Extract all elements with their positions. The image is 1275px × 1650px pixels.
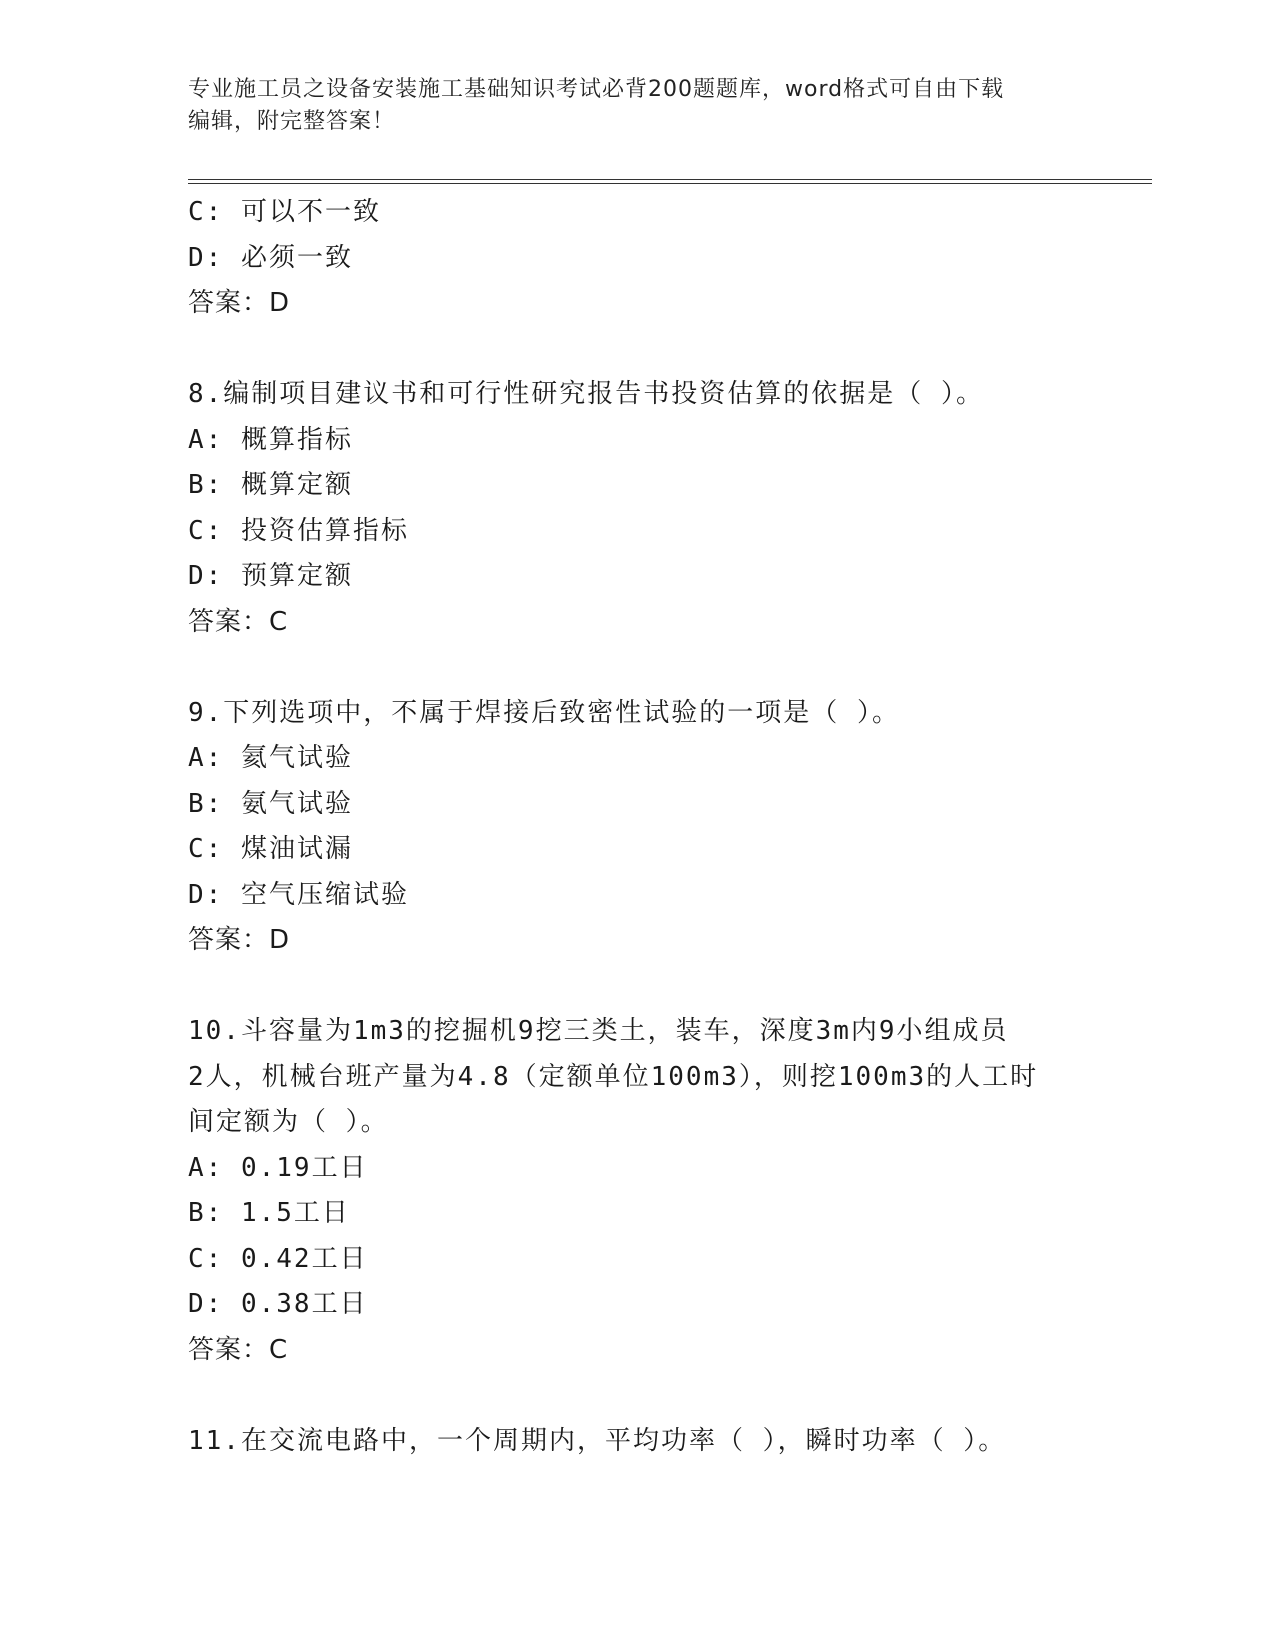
- header-title-line2: 编辑，附完整答案！: [188, 109, 396, 134]
- q8-option-a: A: 概算指标: [188, 424, 353, 455]
- header-divider-top: [188, 179, 1152, 180]
- header-title-line1: 专业施工员之设备安装施工基础知识考试必背200题题库，word格式可自由下载: [188, 77, 1005, 102]
- question-11-block: [188, 1419, 1088, 1465]
- q7-option-d: D: 必须一致: [188, 242, 353, 273]
- q10-question-line1: 10.斗容量为1m3的挖掘机9挖三类土，装车，深度3m内9小组成员: [188, 1016, 1009, 1046]
- question-7-block: [188, 190, 1088, 327]
- q8-answer: 答案：C: [188, 606, 289, 637]
- q7-option-c: C: 可以不一致: [188, 197, 381, 227]
- q10-answer: 答案：C: [188, 1334, 289, 1365]
- q11-question: 11.在交流电路中，一个周期内，平均功率（ ），瞬时功率（ ）。: [188, 1425, 1007, 1456]
- question-9-block: [188, 691, 1088, 964]
- q7-answer: 答案：D: [188, 288, 291, 318]
- q9-option-c: C: 煤油试漏: [188, 834, 353, 864]
- q8-option-b: B: 概算定额: [188, 470, 353, 500]
- spacer: [188, 645, 1088, 691]
- q9-question: 9.下列选项中，不属于焊接后致密性试验的一项是（ ）。: [188, 697, 900, 728]
- question-8-block: [188, 372, 1088, 645]
- q9-option-a: A: 氦气试验: [188, 743, 353, 773]
- document-body: [188, 190, 1088, 1464]
- q10-question-line2: 2人，机械台班产量为4.8（定额单位100m3），则挖100m3的人工时: [188, 1061, 1039, 1092]
- q9-option-d: D: 空气压缩试验: [188, 879, 409, 910]
- spacer: [188, 964, 1088, 1010]
- header-divider-bottom: [188, 183, 1152, 184]
- q10-question-line3: 间定额为（ ）。: [188, 1107, 389, 1137]
- spacer: [188, 327, 1088, 373]
- q8-option-d: D: 预算定额: [188, 561, 353, 591]
- q10-option-b: B: 1.5工日: [188, 1198, 350, 1228]
- spacer: [188, 1373, 1088, 1419]
- q9-option-b: B: 氨气试验: [188, 788, 353, 819]
- q10-option-a: A: 0.19工日: [188, 1152, 368, 1183]
- document-header: [188, 74, 1088, 138]
- q10-option-d: D: 0.38工日: [188, 1289, 368, 1319]
- q9-answer: 答案：D: [188, 925, 291, 955]
- q10-option-c: C: 0.42工日: [188, 1243, 368, 1274]
- question-10-block: [188, 1009, 1068, 1373]
- q8-option-c: C: 投资估算指标: [188, 515, 409, 546]
- q8-question: 8.编制项目建议书和可行性研究报告书投资估算的依据是（ ）。: [188, 379, 984, 409]
